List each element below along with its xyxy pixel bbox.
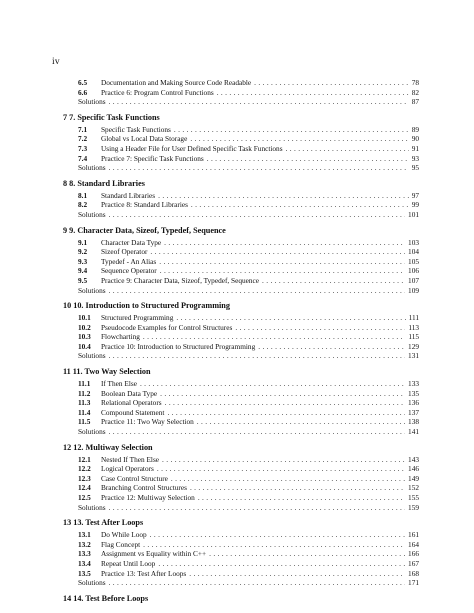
toc-entry[interactable]: [63, 332, 419, 342]
page-reference: 166: [408, 549, 419, 559]
page-reference: 105: [408, 256, 419, 266]
section-title: Boolean Data Type: [101, 388, 158, 398]
page-reference: 138: [408, 417, 419, 427]
leader-dots: [207, 154, 409, 164]
chapter-heading[interactable]: 7 7. Specific Task Functions: [63, 112, 160, 122]
section-number: 9.1: [78, 237, 88, 247]
page-reference: 149: [408, 473, 419, 483]
section-title: Solutions: [78, 351, 106, 361]
section-number: 11.4: [78, 407, 91, 417]
toc-entry[interactable]: [63, 379, 419, 389]
leader-dots: [190, 134, 408, 144]
section-title: Practice 12: Multiway Selection: [101, 493, 195, 502]
section-number: 10.1: [78, 313, 91, 323]
section-title: Character Data Type: [101, 237, 162, 247]
page-reference: 113: [408, 322, 419, 332]
toc-chapter: [63, 179, 419, 220]
toc-entry[interactable]: [63, 483, 419, 493]
leader-dots: [217, 88, 409, 98]
toc-entry[interactable]: [63, 247, 419, 257]
leader-dots: [143, 332, 405, 342]
leader-dots: [143, 540, 405, 550]
leader-dots: [190, 483, 405, 493]
leader-dots: [109, 427, 405, 437]
page-reference: 155: [408, 493, 419, 502]
leader-dots: [109, 210, 405, 220]
leader-dots: [158, 559, 405, 569]
page-reference: 104: [408, 247, 419, 257]
section-title: Global vs Local Data Storage: [101, 134, 188, 144]
section-title: Typedef - An Alias: [101, 256, 157, 266]
section-title: Solutions: [78, 209, 106, 219]
section-title: Case Control Structure: [101, 473, 168, 483]
leader-dots: [174, 125, 409, 135]
leader-dots: [109, 503, 405, 513]
toc-entry[interactable]: [63, 559, 419, 569]
toc-entry[interactable]: [63, 342, 419, 352]
leader-dots: [191, 200, 409, 210]
section-title: Solutions: [78, 163, 106, 173]
section-title: Sizeof Operator: [101, 247, 148, 257]
section-number: 11.1: [78, 379, 91, 389]
leader-dots: [160, 266, 405, 276]
section-title: Solutions: [78, 285, 106, 295]
leader-dots: [235, 323, 405, 333]
toc-chapter: [63, 443, 419, 513]
page-reference: 95: [411, 163, 419, 173]
section-title: Branching Control Structures: [101, 483, 187, 493]
page-reference: 137: [408, 407, 419, 417]
page-reference: 78: [411, 78, 419, 87]
section-number: 13.1: [78, 530, 91, 540]
section-number: 12.5: [78, 493, 91, 502]
section-number: 10.4: [78, 341, 91, 351]
section-title: Pseudocode Examples for Control Structures: [101, 322, 233, 332]
page-reference: 136: [408, 398, 419, 408]
page-reference: 93: [411, 153, 419, 163]
toc-continued-section: [63, 78, 419, 107]
page-reference: 143: [408, 454, 419, 464]
section-number: 12.4: [78, 483, 91, 493]
section-title: Standard Libraries: [101, 190, 156, 200]
toc-entry[interactable]: [63, 266, 419, 276]
toc-entry[interactable]: [63, 464, 419, 474]
toc-entry[interactable]: [63, 125, 419, 135]
section-title: Practice 13: Test After Loops: [101, 568, 187, 578]
toc-entry[interactable]: [63, 200, 419, 210]
leader-dots: [197, 417, 405, 427]
toc-chapter: [63, 367, 419, 437]
toc-entry[interactable]: [63, 276, 419, 286]
section-number: 13.4: [78, 558, 91, 568]
toc-entry[interactable]: [63, 455, 419, 465]
toc-solutions-entry[interactable]: [63, 427, 419, 437]
leader-dots: [258, 342, 405, 352]
section-title: Solutions: [78, 427, 106, 437]
section-number: 7.4: [78, 153, 88, 163]
page-reference: 141: [408, 427, 419, 437]
page-reference: 90: [411, 134, 419, 144]
leader-dots: [109, 286, 405, 296]
section-number: 11.2: [78, 388, 91, 398]
section-number: 10.2: [78, 322, 91, 332]
leader-dots: [164, 238, 405, 248]
section-title: Practice 7: Specific Task Functions: [101, 153, 204, 163]
page-reference: 97: [411, 190, 419, 200]
section-number: 9.4: [78, 266, 88, 276]
toc-entry[interactable]: [63, 313, 419, 323]
section-number: 6.5: [78, 78, 88, 87]
section-number: 9.2: [78, 247, 88, 257]
page-reference: 164: [408, 539, 419, 549]
chapter-heading[interactable]: 14 14. Test Before Loops: [63, 593, 149, 603]
section-title: Solutions: [78, 97, 106, 107]
section-number: 13.3: [78, 549, 91, 559]
section-title: Solutions: [78, 578, 106, 588]
toc-solutions-entry[interactable]: [63, 286, 419, 296]
section-number: 7.2: [78, 134, 88, 144]
section-title: Practice 9: Character Data, Sizeof, Typedef, Sequence: [101, 275, 259, 285]
toc-entry[interactable]: [63, 134, 419, 144]
section-number: 12.1: [78, 454, 91, 464]
page-reference: 107: [408, 275, 419, 285]
page-reference: 103: [408, 237, 419, 247]
section-number: 12.2: [78, 464, 91, 474]
toc-entry[interactable]: [63, 144, 419, 154]
page-reference: 82: [411, 87, 419, 97]
leader-dots: [140, 379, 405, 389]
toc-chapter: [63, 113, 419, 173]
section-title: If Then Else: [101, 379, 137, 389]
section-number: 8.2: [78, 200, 88, 210]
page-reference: 91: [411, 143, 419, 153]
chapter-heading[interactable]: 13 13. Test After Loops: [63, 518, 144, 528]
page-reference: 101: [408, 209, 419, 219]
page-reference: 131: [408, 351, 419, 361]
section-title: Sequence Operator: [101, 266, 157, 276]
section-title: Practice 8: Standard Libraries: [101, 200, 188, 210]
page-reference: 168: [408, 568, 419, 578]
section-number: 6.6: [78, 87, 88, 97]
section-title: Repeat Until Loop: [101, 558, 156, 568]
leader-dots: [189, 569, 405, 579]
toc-solutions-entry[interactable]: [63, 210, 419, 220]
leader-dots: [162, 455, 405, 465]
section-title: Relational Operators: [101, 398, 162, 408]
toc-entry[interactable]: [63, 569, 419, 579]
leader-dots: [254, 78, 409, 88]
chapter-heading[interactable]: 8 8. Standard Libraries: [63, 178, 145, 188]
toc-entry[interactable]: [63, 238, 419, 248]
section-title: Compound Statement: [101, 407, 165, 417]
leader-dots: [176, 313, 405, 323]
table-of-contents: [63, 78, 419, 608]
toc-entry[interactable]: [63, 191, 419, 201]
toc-entry[interactable]: [63, 257, 419, 267]
page-reference: 171: [408, 578, 419, 588]
page-reference: 133: [408, 379, 419, 389]
toc-entry[interactable]: [63, 154, 419, 164]
chapter-heading[interactable]: 11 11. Two Way Selection: [63, 367, 151, 377]
leader-dots: [165, 398, 405, 408]
leader-dots: [171, 474, 405, 484]
chapter-heading[interactable]: 10 10. Introduction to Structured Programming: [63, 301, 230, 311]
page-reference: 106: [408, 266, 419, 276]
toc-solutions-entry[interactable]: [63, 578, 419, 588]
section-number: 10.3: [78, 332, 91, 342]
toc-chapter: [63, 226, 419, 296]
page-reference: 159: [408, 502, 419, 512]
toc-entry[interactable]: [63, 493, 419, 503]
section-title: Practice 6: Program Control Functions: [101, 87, 214, 97]
toc-chapter: [63, 518, 419, 588]
page-reference: 146: [408, 464, 419, 474]
page-reference: 161: [408, 530, 419, 540]
section-number: 9.3: [78, 256, 88, 266]
toc-entry[interactable]: [63, 540, 419, 550]
toc-solutions-entry[interactable]: [63, 503, 419, 513]
toc-entry[interactable]: [63, 474, 419, 484]
leader-dots: [198, 493, 405, 503]
section-title: Practice 11: Two Way Selection: [101, 417, 194, 427]
toc-entry[interactable]: [63, 549, 419, 559]
toc-entry[interactable]: [63, 389, 419, 399]
leader-dots: [160, 389, 405, 399]
toc-entry[interactable]: [63, 88, 419, 98]
section-title: Specific Task Functions: [101, 124, 171, 134]
leader-dots: [109, 351, 405, 361]
section-title: Using a Header File for User Defined Specific Task Functions: [101, 143, 283, 153]
toc-entry[interactable]: [63, 417, 419, 427]
page-reference: 109: [408, 285, 419, 295]
toc-solutions-entry[interactable]: [63, 97, 419, 107]
section-number: 13.5: [78, 568, 91, 578]
section-title: Practice 10: Introduction to Structured Programming: [101, 341, 256, 351]
section-number: 12.3: [78, 473, 91, 483]
leader-dots: [157, 464, 405, 474]
toc-entry[interactable]: [63, 323, 419, 333]
section-number: 11.3: [78, 398, 91, 408]
section-number: 8.1: [78, 190, 88, 200]
section-title: Flag Concept: [101, 539, 141, 549]
chapter-heading[interactable]: 9 9. Character Data, Sizeof, Typedef, Sequence: [63, 225, 226, 235]
page-reference: 115: [408, 332, 419, 342]
section-number: 7.1: [78, 124, 88, 134]
page-reference: 167: [408, 558, 419, 568]
toc-chapter: [63, 301, 419, 361]
leader-dots: [159, 257, 405, 267]
toc-entry[interactable]: [63, 398, 419, 408]
page-reference: 87: [411, 97, 419, 107]
page-reference: 152: [408, 483, 419, 493]
leader-dots: [150, 530, 405, 540]
page-reference: 135: [408, 388, 419, 398]
section-number: 13.2: [78, 539, 91, 549]
toc-chapter: [63, 594, 419, 604]
section-title: Do While Loop: [101, 530, 147, 540]
page-reference: 111: [408, 313, 419, 323]
leader-dots: [262, 276, 405, 286]
chapter-heading[interactable]: 12 12. Multiway Selection: [63, 442, 153, 452]
page-reference: 99: [411, 200, 419, 210]
toc-entry[interactable]: [63, 408, 419, 418]
toc-solutions-entry[interactable]: [63, 163, 419, 173]
section-title: Assignment vs Equality within C++: [101, 549, 207, 559]
leader-dots: [158, 191, 409, 201]
toc-entry[interactable]: [63, 78, 419, 88]
section-number: 9.5: [78, 275, 88, 285]
leader-dots: [109, 578, 405, 588]
section-number: 7.3: [78, 143, 88, 153]
leader-dots: [167, 408, 405, 418]
leader-dots: [109, 97, 409, 107]
page-reference: 129: [408, 341, 419, 351]
section-title: Flowcharting: [101, 332, 140, 342]
section-title: Logical Operators: [101, 464, 154, 474]
section-title: Structured Programming: [101, 313, 174, 323]
leader-dots: [286, 144, 409, 154]
section-number: 11.5: [78, 417, 91, 427]
section-title: Nested If Then Else: [101, 454, 160, 464]
leader-dots: [150, 247, 405, 257]
toc-entry[interactable]: [63, 530, 419, 540]
leader-dots: [109, 163, 409, 173]
section-title: Solutions: [78, 502, 106, 512]
section-title: Documentation and Making Source Code Readable: [101, 78, 252, 87]
leader-dots: [209, 549, 405, 559]
toc-solutions-entry[interactable]: [63, 351, 419, 361]
page-reference: 89: [411, 124, 419, 134]
page-number: iv: [52, 57, 60, 67]
